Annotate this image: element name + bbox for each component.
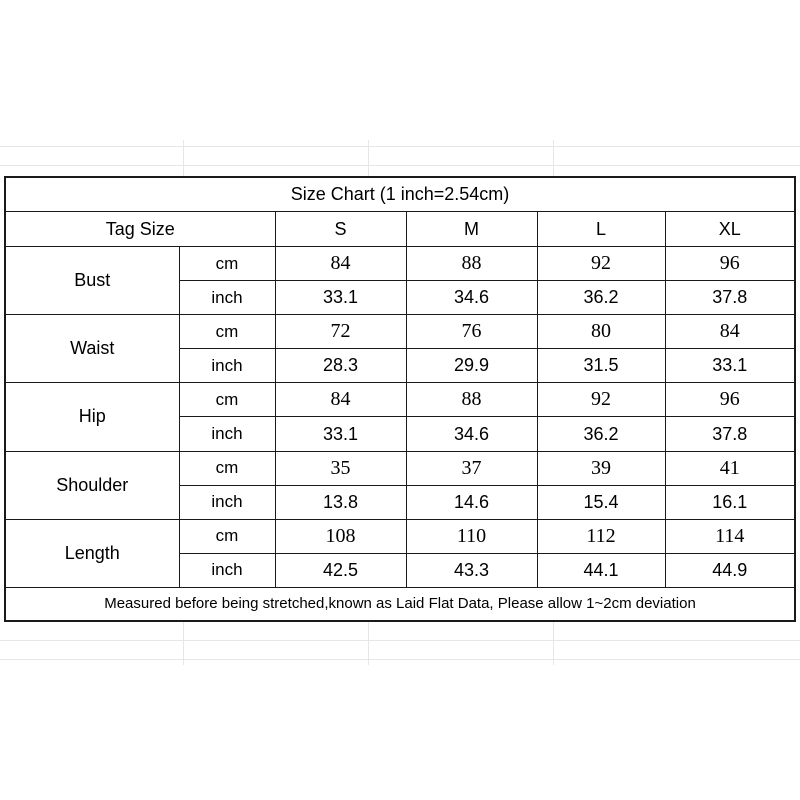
bust-cm-m-cell: 88	[406, 247, 537, 281]
unit-label-cm: cm	[179, 247, 275, 281]
bust-cm-xl-cell: 96	[665, 247, 795, 281]
waist-inch-s-cell: 28.3	[275, 349, 406, 383]
unit-label-inch: inch	[179, 417, 275, 451]
unit-label-cm: cm	[179, 315, 275, 349]
unit-label-cm: cm	[179, 451, 275, 485]
shoulder-inch-l-cell: 15.4	[537, 485, 665, 519]
table-row-length-cm	[5, 519, 795, 553]
shoulder-inch-s-cell: 13.8	[275, 485, 406, 519]
measurement-note: Measured before being stretched,known as Laid Flat Data, Please allow 1~2cm deviation	[5, 587, 795, 621]
shoulder-inch-m-cell: 14.6	[406, 485, 537, 519]
hip-inch-l-cell: 36.2	[537, 417, 665, 451]
shoulder-cm-l-cell: 39	[537, 451, 665, 485]
hip-cm-l-cell: 92	[537, 383, 665, 417]
waist-cm-xl-cell: 84	[665, 315, 795, 349]
table-row-hip-cm	[5, 383, 795, 417]
unit-label-cm: cm	[179, 383, 275, 417]
waist-cm-s-cell: 72	[275, 315, 406, 349]
table-row-shoulder-cm	[5, 451, 795, 485]
measure-label-length: Length	[5, 519, 179, 587]
length-inch-m-cell: 43.3	[406, 553, 537, 587]
size-chart-table	[4, 176, 796, 622]
bust-inch-m-cell: 34.6	[406, 281, 537, 315]
unit-label-inch: inch	[179, 485, 275, 519]
unit-label-inch: inch	[179, 281, 275, 315]
measure-label-shoulder: Shoulder	[5, 451, 179, 519]
length-inch-xl-cell: 44.9	[665, 553, 795, 587]
bust-cm-s-cell: 84	[275, 247, 406, 281]
bust-inch-s-cell: 33.1	[275, 281, 406, 315]
unit-label-inch: inch	[179, 349, 275, 383]
shoulder-cm-m-cell: 37	[406, 451, 537, 485]
waist-inch-m-cell: 29.9	[406, 349, 537, 383]
length-inch-l-cell: 44.1	[537, 553, 665, 587]
size-header-s: S	[275, 212, 406, 247]
size-header-xl: XL	[665, 212, 795, 247]
hip-cm-xl-cell: 96	[665, 383, 795, 417]
shoulder-inch-xl-cell: 16.1	[665, 485, 795, 519]
tag-size-header: Tag Size	[5, 212, 275, 247]
hip-inch-m-cell: 34.6	[406, 417, 537, 451]
hip-cm-m-cell: 88	[406, 383, 537, 417]
measure-label-bust: Bust	[5, 247, 179, 315]
chart-title: Size Chart (1 inch=2.54cm)	[5, 177, 795, 212]
length-cm-l-cell: 112	[537, 519, 665, 553]
size-header-l: L	[537, 212, 665, 247]
waist-cm-m-cell: 76	[406, 315, 537, 349]
length-cm-m-cell: 110	[406, 519, 537, 553]
length-cm-s-cell: 108	[275, 519, 406, 553]
unit-label-inch: inch	[179, 553, 275, 587]
table-row-bust-cm	[5, 247, 795, 281]
waist-cm-l-cell: 80	[537, 315, 665, 349]
hip-inch-xl-cell: 37.8	[665, 417, 795, 451]
hip-cm-s-cell: 84	[275, 383, 406, 417]
size-header-m: M	[406, 212, 537, 247]
measure-label-waist: Waist	[5, 315, 179, 383]
bust-inch-xl-cell: 37.8	[665, 281, 795, 315]
length-inch-s-cell: 42.5	[275, 553, 406, 587]
waist-inch-xl-cell: 33.1	[665, 349, 795, 383]
measure-label-hip: Hip	[5, 383, 179, 451]
bust-inch-l-cell: 36.2	[537, 281, 665, 315]
table-row-waist-cm	[5, 315, 795, 349]
shoulder-cm-xl-cell: 41	[665, 451, 795, 485]
shoulder-cm-s-cell: 35	[275, 451, 406, 485]
bust-cm-l-cell: 92	[537, 247, 665, 281]
waist-inch-l-cell: 31.5	[537, 349, 665, 383]
length-cm-xl-cell: 114	[665, 519, 795, 553]
unit-label-cm: cm	[179, 519, 275, 553]
hip-inch-s-cell: 33.1	[275, 417, 406, 451]
